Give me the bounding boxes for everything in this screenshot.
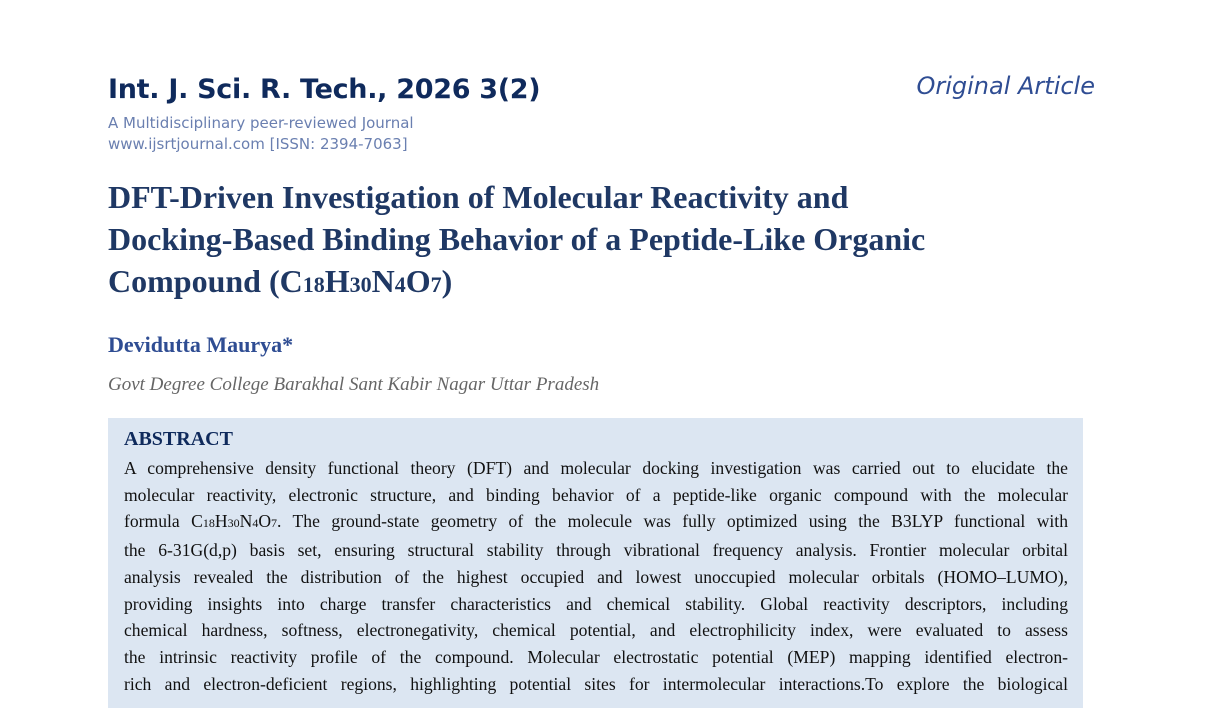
- abstract-line: the 6-31G(d,p) basis set, ensuring structural stability through vibrational frequency analysis. Frontier molecular orbital: [124, 540, 1068, 561]
- journal-citation: Int. J. Sci. R. Tech., 2026 3(2): [108, 74, 541, 105]
- title-block: [108, 176, 1108, 398]
- formula: C18H30N4O7: [279, 263, 442, 299]
- title-text: ): [441, 263, 453, 299]
- title-text: Compound (: [108, 263, 280, 299]
- abstract-line: the intrinsic reactivity profile of the compound. Molecular electrostatic potential (MEP) mapping identified electron-: [124, 646, 1068, 667]
- affiliation: Govt Degree College Barakhal Sant Kabir Nagar Uttar Pradesh: [108, 374, 600, 395]
- abstract-line: providing insights into charge transfer characteristics and chemical stability. Global reactivity descriptors, including: [124, 593, 1068, 614]
- abstract-line: rich and electron-deficient regions, highlighting potential sites for intermolecular interactions.To explore the biological: [124, 673, 1068, 694]
- paper-title: [108, 176, 1108, 306]
- abstract-heading: ABSTRACT: [124, 428, 233, 450]
- title-line: [108, 260, 1108, 306]
- journal-website: www.ijsrtjournal.com [ISSN: 2394-7063]: [108, 135, 408, 153]
- abstract-line: molecular reactivity, electronic structure, and binding behavior of a peptide-like organic compound with the molecular: [124, 484, 1068, 505]
- abstract-line: chemical hardness, softness, electronegativity, chemical potential, and electrophilicity index, were evaluated to assess: [124, 620, 1068, 641]
- abstract-line: formula C18H30N4O7. The ground-state geometry of the molecule was fully optimized using the B3LYP functional with: [124, 511, 1068, 532]
- journal-tagline: A Multidisciplinary peer-reviewed Journal: [108, 114, 414, 132]
- article-type: Original Article: [916, 72, 1095, 100]
- author-name: Devidutta Maurya*: [108, 332, 294, 357]
- abstract-line: A comprehensive density functional theory (DFT) and molecular docking investigation was carried out to elucidate the: [124, 458, 1068, 478]
- formula: C18H30N4O7: [191, 511, 278, 532]
- title-line: Docking-Based Binding Behavior of a Peptide-Like Organic: [108, 221, 926, 257]
- abstract-body: [124, 455, 1068, 697]
- abstract-line: analysis revealed the distribution of the highest occupied and lowest unoccupied molecular orbitals (HOMO–LUMO),: [124, 566, 1068, 587]
- title-line: DFT-Driven Investigation of Molecular Reactivity and: [108, 179, 849, 215]
